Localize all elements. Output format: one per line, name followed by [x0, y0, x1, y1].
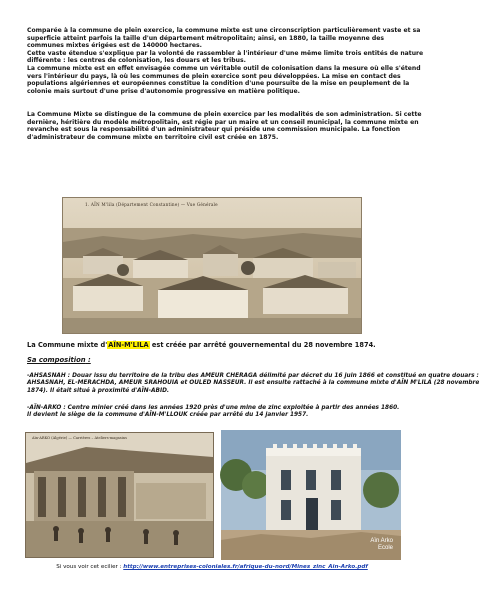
- mine-workshops-illustration: [26, 433, 213, 557]
- highlighted-town-name: AÏN-M'LILA: [108, 341, 149, 349]
- intro-line: populations algériennes et européennes constitue la condition d'une poursuite de la mise en peuplement de la: [27, 80, 410, 88]
- distinction-line: La Commune Mixte se distingue de la commune de plein exercice par les modalités de son administration. Si cette: [27, 111, 422, 118]
- ahsasnah-paragraph: [27, 373, 479, 395]
- ain-arko-line: Il devient le siège de la commune d'AÏN-M'LLOUK créée par arrêté du 14 janvier 1957.: [27, 412, 309, 419]
- intro-line: La commune mixte est en effet envisagée comme un véritable outil de colonisation dans la mesure où elle s'étend: [27, 64, 421, 72]
- photo-stamp: [370, 538, 393, 552]
- ahsasnah-line: -AHSASNAH : Douar issu du territoire de la tribu des AMEUR CHERAGA délimité par décret du 16 juin 1866 et constitué en quatre douars :: [27, 373, 479, 379]
- ain-arko-line: -AÏN-ARKO : Centre minier créé dans les années 1920 près d'une mine de zinc exploitée à partir des années 1860.: [27, 405, 400, 411]
- stamp-line: Ecole: [377, 545, 393, 551]
- heading-text: La Commune mixte d': [27, 341, 108, 349]
- composition-title: [27, 356, 91, 364]
- intro-line: différente : les centres de colonisation, les douars et les tribus.: [27, 57, 246, 65]
- composition-title-text: Sa composition: [27, 356, 86, 364]
- photo-caption: 1. AÏN M'lila (Département Constantine) — Vue Générale: [85, 202, 218, 207]
- intro-line: Cette vaste étendue s'explique par la volonté de rassembler à l'intérieur d'une même limite trois entités de nature: [27, 49, 424, 57]
- school-building-photo: [221, 430, 401, 560]
- photo-caption: Aïn-ARKO (Algérie) — Carrières – Ateliers-magasins: [32, 436, 127, 440]
- ahsasnah-line: 1874). Il était situé à proximité d'AÏN-ABID.: [27, 387, 170, 394]
- footer-source: [0, 564, 424, 570]
- footer-prefix: Si vous voir cet ecilier :: [56, 564, 124, 570]
- heading-text: est créée par arrêté gouvernemental du 28 novembre 1874.: [149, 341, 376, 349]
- intro-paragraph: [27, 27, 424, 95]
- intro-line: superficie atteint parfois la taille d'un département métropolitain; ainsi, en 1880, la taille moyenne des: [27, 34, 384, 42]
- distinction-paragraph: [27, 111, 422, 141]
- intro-line: vers l'intérieur du pays, là où les communes de plein exercice sont peu développées. La mise en contact des: [27, 72, 401, 80]
- distinction-line: dernière, héritière du modèle métropolitain, est régie par un maire et un conseil municipal, la commune mixte en: [27, 118, 419, 126]
- mine-workshops-photo: [25, 432, 214, 558]
- town-panorama-photo: [62, 197, 362, 334]
- stamp-line: Aïn Arko: [370, 538, 393, 544]
- ain-arko-paragraph: [27, 405, 399, 420]
- composition-title-colon: :: [85, 356, 91, 364]
- distinction-line: d'administrateur de commune mixte en territoire civil est créée en 1875.: [27, 133, 279, 141]
- source-link[interactable]: http://www.entreprises-coloniales.fr/afrique-du-nord/Mines_zinc_Ain-Arko.pdf: [123, 564, 368, 570]
- intro-line: communes mixtes érigées est de 140000 hectares.: [27, 42, 202, 50]
- intro-line: colonie mais surtout d'une prise d'autonomie progressive en matière politique.: [27, 87, 300, 95]
- intro-line: Comparée à la commune de plein exercice, la commune mixte est une circonscription particulièrement vaste et sa: [27, 27, 421, 34]
- commune-heading: [27, 341, 376, 349]
- distinction-line: revanche est sous la responsabilité d'un administrateur qui préside une commission municipale. La fonction: [27, 126, 401, 134]
- town-panorama-illustration: [63, 198, 361, 333]
- ahsasnah-line: AHSASNAH, EL-MERACHDA, AMEUR SRAHOUIA et OULED NASSEUR. Il est ensuite rattaché à la commune mixte d'AÏN M'LILA (28 novembre: [27, 380, 479, 387]
